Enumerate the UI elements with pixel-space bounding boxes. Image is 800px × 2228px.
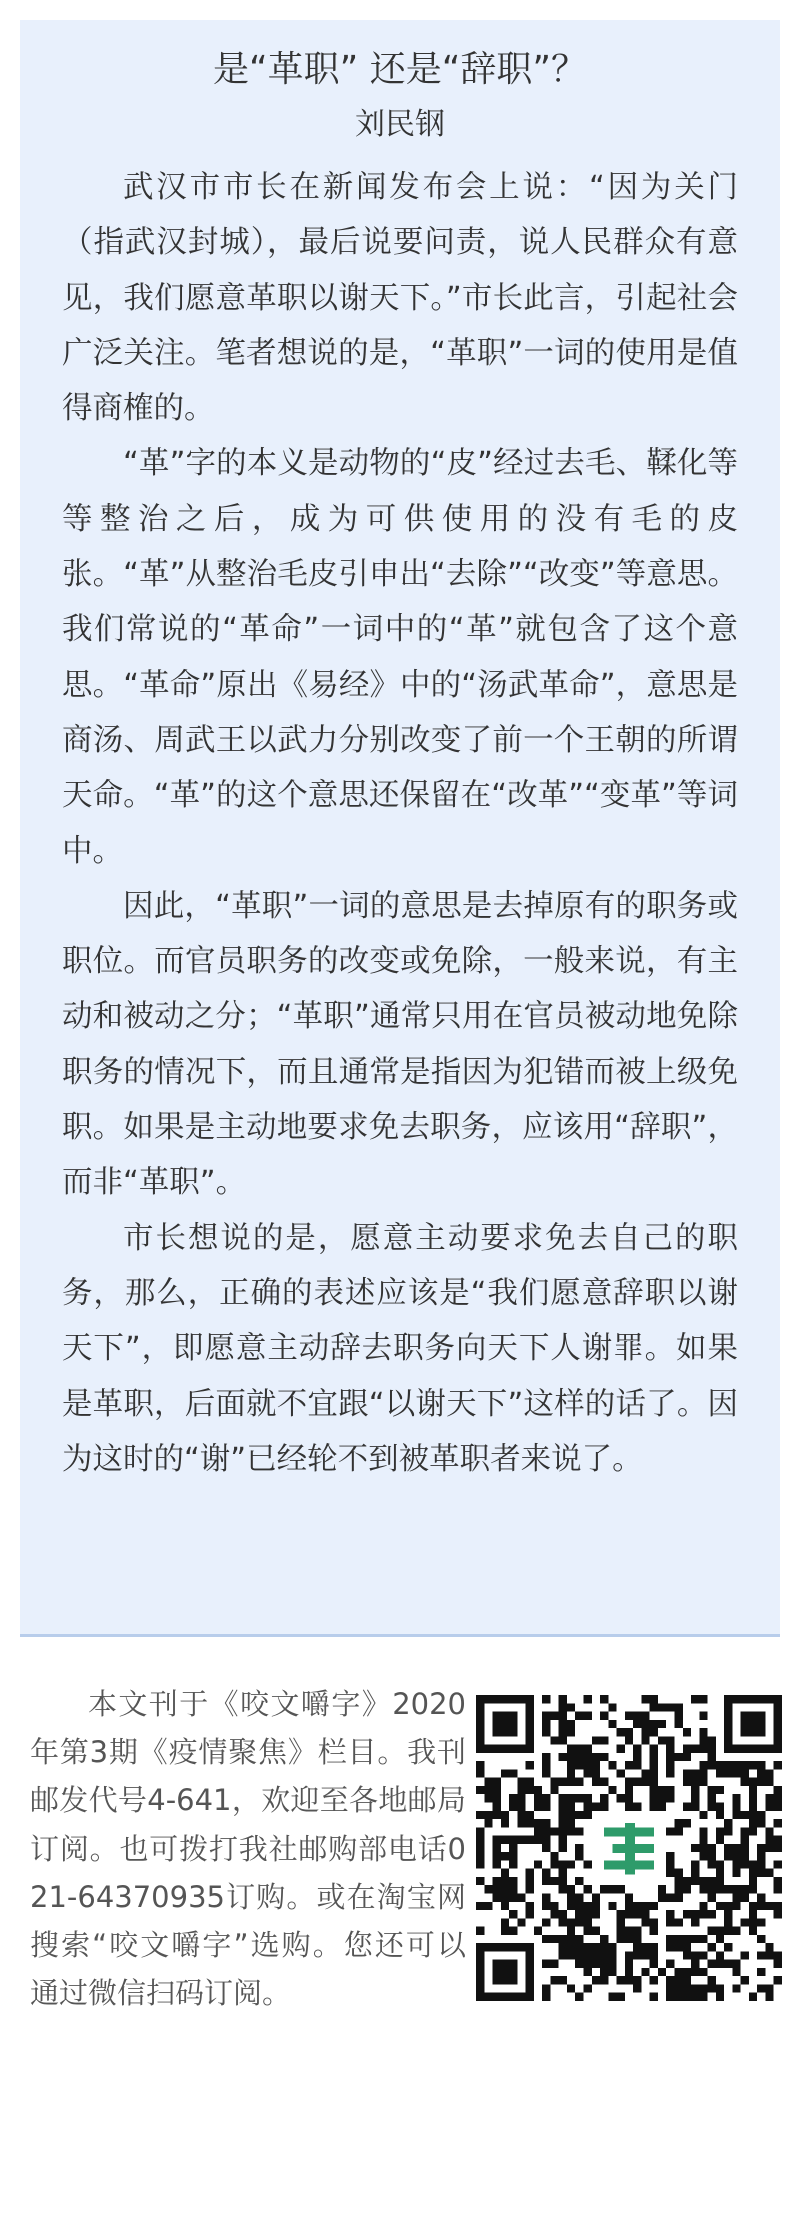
subscription-note: 本文刊于《咬文嚼字》2020年第3期《疫情聚焦》栏目。我刊邮发代号4-641，欢迎至各地邮局订阅。也可拨打我社邮购部电话021-64370935订购。或在淘宝网搜索“咬文嚼字”选购。您还可以通过微信扫码订阅。 — [30, 1687, 466, 2011]
article-author: 刘民钢 — [355, 107, 445, 142]
qr-code-graphic — [476, 1695, 782, 2001]
article-paragraph-1: 武汉市市长在新闻发布会上说：“因为关门（指武汉封城），最后说要问责，说人民群众有意见，我们愿意革职以谢天下。”市长此言，引起社会广泛关注。笔者想说的是，“革职”一词的使用是值得商榷的。 — [62, 170, 738, 427]
article-title: 是“革职” 还是“辞职”？ — [212, 49, 588, 90]
section-divider — [20, 1634, 780, 1637]
article-paragraph-3: 因此，“革职”一词的意思是去掉原有的职务或职位。而官员职务的改变或免除，一般来说，有主动和被动之分；“革职”通常只用在官员被动地免除职务的情况下，而且通常是指因为犯错而被上级免职。如果是主动地要求免去职务，应该用“辞职”，而非“革职”。 — [62, 888, 738, 1201]
subscription-qr-code[interactable] — [476, 1695, 782, 2001]
article-paragraph-4: 市长想说的是，愿意主动要求免去自己的职务，那么，正确的表述应该是“我们愿意辞职以谢天下”，即愿意主动辞去职务向天下人谢罪。如果是革职，后面就不宜跟“以谢天下”这样的话了。因为这时的“谢”已经轮不到被革职者来说了。 — [62, 1220, 738, 1477]
article-paragraph-2: “革”字的本义是动物的“皮”经过去毛、鞣化等等整治之后，成为可供使用的没有毛的皮张。“革”从整治毛皮引申出“去除”“改变”等意思。我们常说的“革命”一词中的“革”就包含了这个意思。“革命”原出《易经》中的“汤武革命”，意思是商汤、周武王以武力分别改变了前一个王朝的所谓天命。“革”的这个意思还保留在“改革”“变革”等词中。 — [62, 446, 738, 869]
article-card — [20, 20, 780, 1635]
china-post-logo-icon — [596, 1815, 662, 1881]
